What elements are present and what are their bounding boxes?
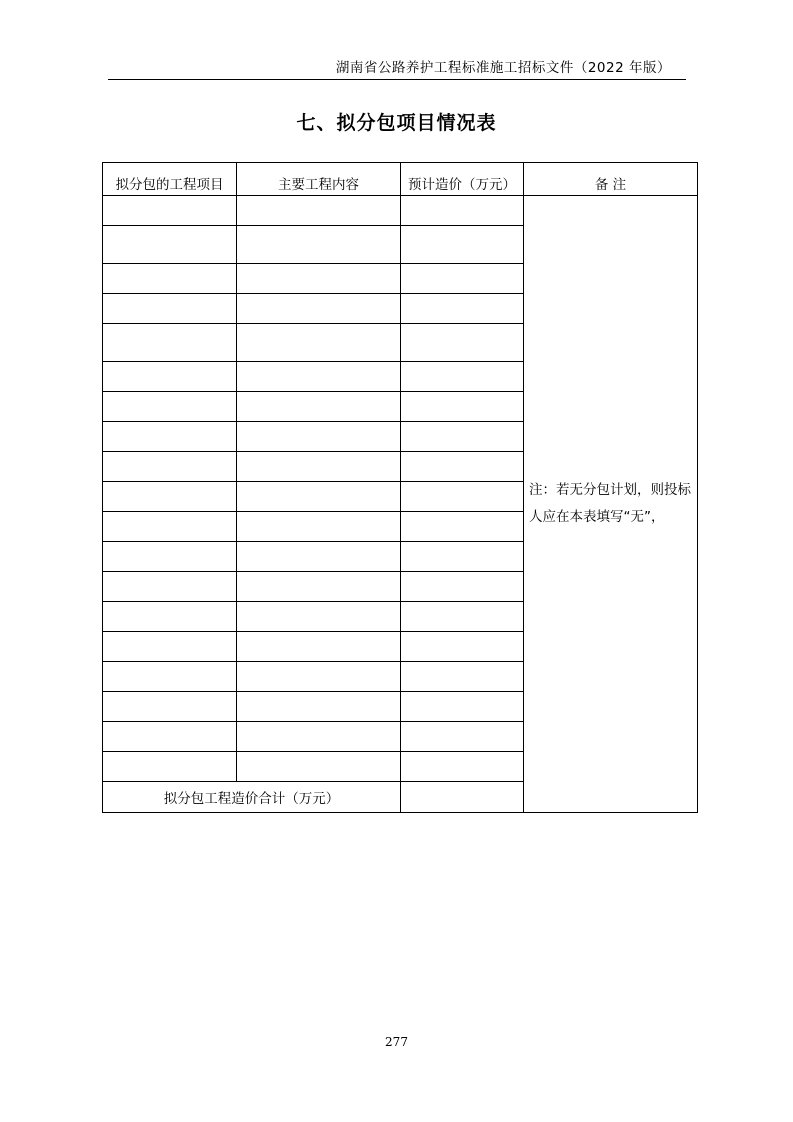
cell-content[interactable] [237,632,401,662]
cell-project[interactable] [103,226,237,264]
column-header-project: 拟分包的工程项目 [103,163,237,196]
cell-content[interactable] [237,512,401,542]
cell-cost[interactable] [401,632,524,662]
cell-content[interactable] [237,422,401,452]
table-header-row [103,163,698,196]
cell-project[interactable] [103,752,237,782]
cell-content[interactable] [237,196,401,226]
cell-content[interactable] [237,482,401,512]
cell-project[interactable] [103,662,237,692]
header-divider [108,79,686,80]
cell-cost[interactable] [401,422,524,452]
column-header-remarks: 备 注 [524,163,698,196]
cell-content[interactable] [237,722,401,752]
cell-project[interactable] [103,482,237,512]
cell-cost[interactable] [401,512,524,542]
cell-content[interactable] [237,662,401,692]
cell-project[interactable] [103,692,237,722]
total-label: 拟分包工程造价合计（万元） [103,782,401,813]
subcontract-table [102,162,698,813]
cell-content[interactable] [237,226,401,264]
cell-content[interactable] [237,264,401,294]
document-header-title: 湖南省公路养护工程标准施工招标文件（2022 年版） [335,60,671,76]
cell-project[interactable] [103,362,237,392]
cell-project[interactable] [103,324,237,362]
cell-content[interactable] [237,572,401,602]
column-header-cost: 预计造价（万元） [401,163,524,196]
cell-cost[interactable] [401,602,524,632]
cell-cost[interactable] [401,226,524,264]
cell-cost[interactable] [401,362,524,392]
cell-project[interactable] [103,392,237,422]
cell-project[interactable] [103,632,237,662]
cell-content[interactable] [237,324,401,362]
cell-cost[interactable] [401,392,524,422]
cell-content[interactable] [237,362,401,392]
cell-project[interactable] [103,294,237,324]
cell-project[interactable] [103,196,237,226]
cell-cost[interactable] [401,662,524,692]
cell-content[interactable] [237,542,401,572]
cell-cost[interactable] [401,542,524,572]
cell-cost[interactable] [401,692,524,722]
cell-project[interactable] [103,602,237,632]
cell-project[interactable] [103,722,237,752]
section-title: 七、拟分包项目情况表 [296,112,497,134]
cell-cost[interactable] [401,294,524,324]
cell-cost[interactable] [401,752,524,782]
cell-project[interactable] [103,512,237,542]
cell-project[interactable] [103,422,237,452]
cell-content[interactable] [237,392,401,422]
cell-content[interactable] [237,452,401,482]
cell-cost[interactable] [401,324,524,362]
cell-project[interactable] [103,572,237,602]
cell-project[interactable] [103,452,237,482]
cell-project[interactable] [103,264,237,294]
page-number: 277 [385,1035,408,1049]
cell-cost[interactable] [401,482,524,512]
cell-cost[interactable] [401,722,524,752]
cell-cost[interactable] [401,452,524,482]
cell-cost[interactable] [401,572,524,602]
cell-project[interactable] [103,542,237,572]
cell-content[interactable] [237,752,401,782]
cell-cost[interactable] [401,264,524,294]
cell-content[interactable] [237,294,401,324]
remarks-note-cell: 注：若无分包计划，则投标人应在本表填写“无”， [524,196,698,813]
cell-cost[interactable] [401,196,524,226]
cell-content[interactable] [237,602,401,632]
cell-content[interactable] [237,692,401,722]
column-header-content: 主要工程内容 [237,163,401,196]
total-cost-cell[interactable] [401,782,524,813]
table-row [103,196,698,226]
